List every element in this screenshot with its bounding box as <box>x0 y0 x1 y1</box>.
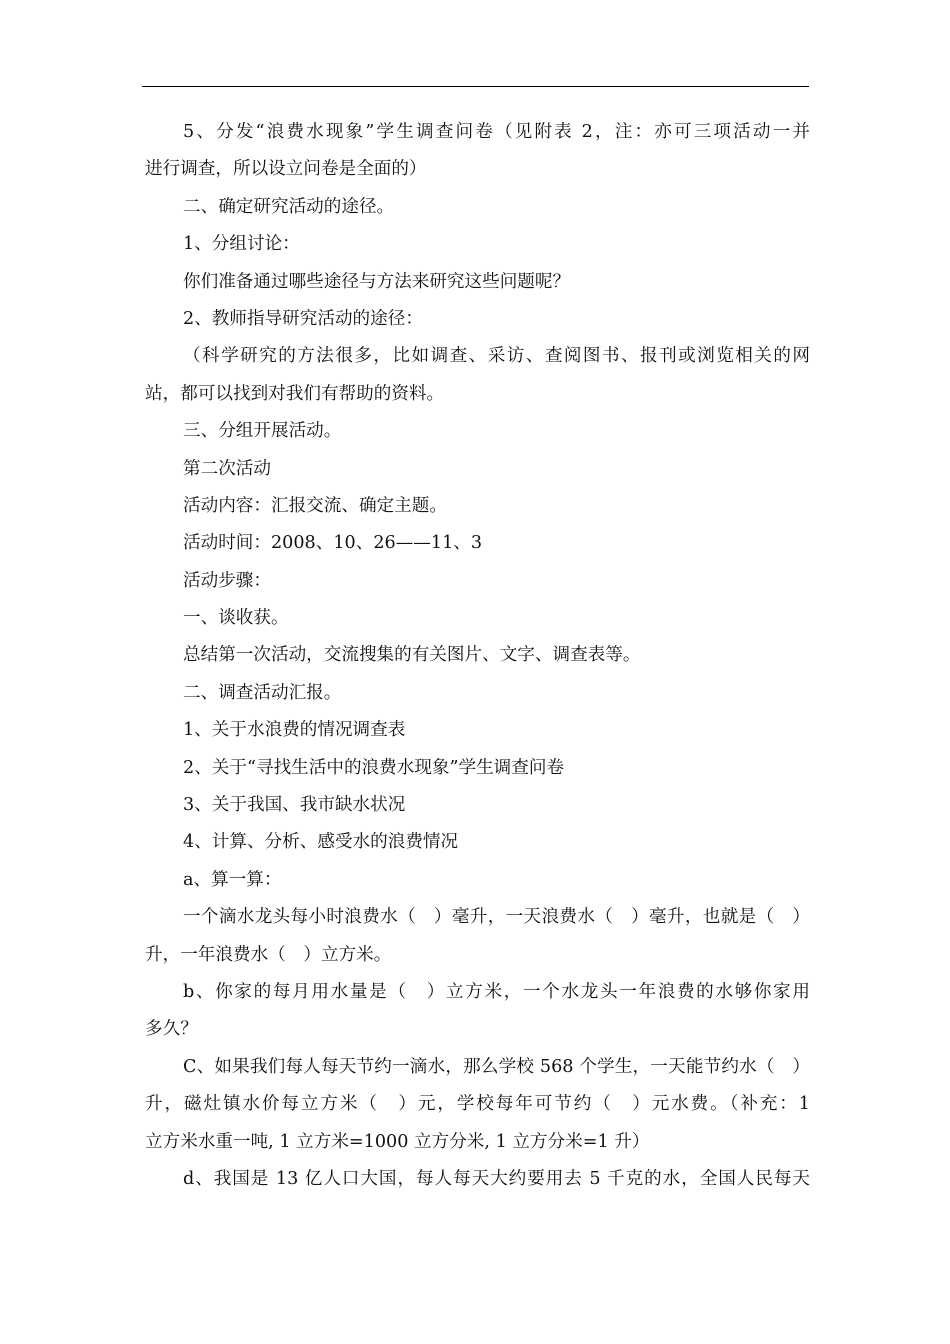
paragraph-line: 1、分组讨论： <box>183 234 300 255</box>
paragraph-line: 升，一年浪费水（ ）立方米。 <box>145 944 392 965</box>
paragraph-line: C、如果我们每人每天节约一滴水，那么学校 568 个学生，一天能节约水（ ） <box>183 1056 810 1077</box>
paragraph-line: 你们准备通过哪些途径与方法来研究这些问题呢？ <box>183 271 571 292</box>
paragraph-line: 进行调查，所以设立问卷是全面的） <box>145 159 427 180</box>
paragraph-line: 1、关于水浪费的情况调查表 <box>183 720 406 741</box>
paragraph-line: 站，都可以找到对我们有帮助的资料。 <box>145 383 445 404</box>
paragraph-line: d、我国是 13 亿人口大国，每人每天大约要用去 5 千克的水，全国人民每天 <box>183 1168 810 1189</box>
paragraph-line: 第二次活动 <box>183 458 271 479</box>
paragraph-line: a、算一算： <box>183 869 282 890</box>
paragraph-line: 二、调查活动汇报。 <box>183 682 342 703</box>
paragraph-line: 4、计算、分析、感受水的浪费情况 <box>183 832 459 853</box>
paragraph-line: 一个滴水龙头每小时浪费水（ ）毫升，一天浪费水（ ）毫升，也就是（ ） <box>183 907 810 928</box>
paragraph-line: 2、关于“寻找生活中的浪费水现象”学生调查问卷 <box>183 757 565 778</box>
paragraph-line: 活动时间：2008、10、26——11、3 <box>183 533 483 554</box>
paragraph-line: 5、分发“浪费水现象”学生调查问卷（见附表 2，注：亦可三项活动一并 <box>183 122 810 142</box>
paragraph-line: 立方米水重一吨, 1 立方米=1000 立方分米, 1 立方分米=1 升） <box>145 1131 650 1152</box>
paragraph-line: 活动内容：汇报交流、确定主题。 <box>183 495 447 516</box>
paragraph-line: 升，磁灶镇水价每立方米（ ）元，学校每年可节约（ ）元水费。（补充：1 <box>145 1094 810 1115</box>
paragraph-line: b、你家的每月用水量是（ ）立方米，一个水龙头一年浪费的水够你家用 <box>183 981 810 1002</box>
paragraph-line: 三、分组开展活动。 <box>183 421 342 442</box>
paragraph-line: 活动步骤： <box>183 570 271 591</box>
paragraph-line: 多久？ <box>145 1019 198 1040</box>
paragraph-line: 总结第一次活动，交流搜集的有关图片、文字、调查表等。 <box>183 645 641 666</box>
paragraph-line: 一、谈收获。 <box>183 608 289 629</box>
paragraph-line: （科学研究的方法很多，比如调查、采访、查阅图书、报刊或浏览相关的网 <box>183 346 810 367</box>
paragraph-line: 3、关于我国、我市缺水状况 <box>183 795 406 816</box>
paragraph-line: 二、确定研究活动的途径。 <box>183 196 395 217</box>
paragraph-line: 2、教师指导研究活动的途径： <box>183 308 423 329</box>
document-body <box>145 114 810 1198</box>
header-rule <box>142 86 809 87</box>
